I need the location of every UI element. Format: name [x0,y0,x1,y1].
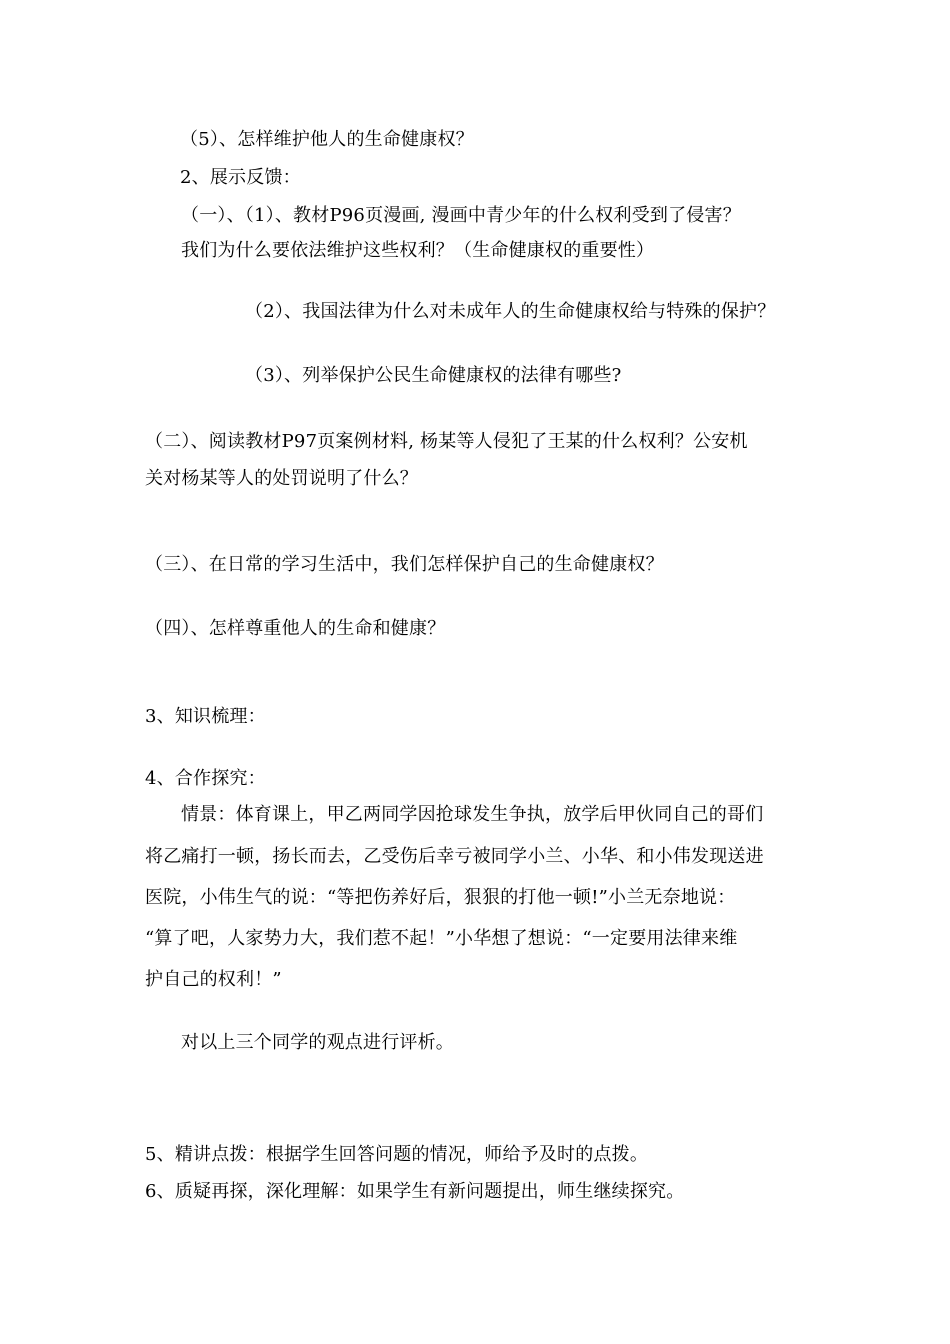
feedback-1-line-1: （一）、（1）、教材P96页漫画, 漫画中青少年的什么权利受到了侵害？ [181,205,741,226]
feedback-1-item-3: （3）、列举保护公民生命健康权的法律有哪些? [245,365,622,386]
scenario-line-2: 将乙痛打一顿，扬长而去，乙受伤后幸亏被同学小兰、小华、和小伟发现送进 [145,846,764,867]
feedback-4-line: （四）、怎样尊重他人的生命和健康？ [145,618,446,639]
section-5-line: 5、精讲点拨：根据学生回答问题的情况，师给予及时的点拨。 [145,1144,649,1165]
evaluation-prompt: 对以上三个同学的观点进行评析。 [181,1032,454,1053]
feedback-1-item-2: （2）、我国法律为什么对未成年人的生命健康权给与特殊的保护？ [245,301,776,322]
section-3-heading: 3、知识梳理： [145,706,266,727]
feedback-2-line-2: 关对杨某等人的处罚说明了什么？ [145,468,418,489]
section-4-heading: 4、合作探究： [145,768,266,789]
scenario-line-3: 医院，小伟生气的说：“等把伤养好后，狠狠的打他一顿!”小兰无奈地说： [145,887,736,908]
section-2-heading: 2、展示反馈： [180,167,301,188]
scenario-line-5: 护自己的权利！” [145,969,282,990]
scenario-line-1: 情景：体育课上，甲乙两同学因抢球发生争执，放学后甲伙同自己的哥们 [181,804,764,825]
feedback-2-line-1: （二）、阅读教材P97页案例材料, 杨某等人侵犯了王某的什么权利？公安机 [145,431,748,452]
question-5-line: （5）、怎样维护他人的生命健康权？ [180,129,474,150]
feedback-3-line: （三）、在日常的学习生活中，我们怎样保护自己的生命健康权？ [145,554,664,575]
section-6-line: 6、质疑再探，深化理解：如果学生有新问题提出，师生继续探究。 [145,1181,685,1202]
scenario-line-4: “算了吧，人家势力大，我们惹不起！”小华想了想说：“一定要用法律来维 [145,928,738,949]
feedback-1-line-2: 我们为什么要依法维护这些权利？（生命健康权的重要性） [181,240,655,261]
